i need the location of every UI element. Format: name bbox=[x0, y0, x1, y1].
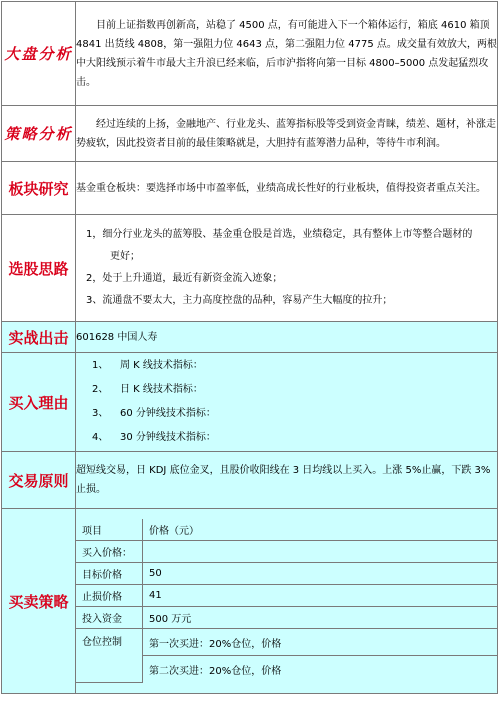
row-principle bbox=[2, 452, 498, 509]
cell-reason bbox=[76, 353, 498, 452]
trade-key: 项目 bbox=[76, 519, 143, 541]
trade-row bbox=[76, 585, 497, 607]
reason-text: 60 分钟线技术指标： bbox=[120, 408, 216, 419]
cell-strategy bbox=[76, 106, 498, 162]
market-text: 目前上证指数再创新高，站稳了 4500 点，有可能进入下一个箱体运行，箱底 4610 箱顶 4841 出货线 4808，第一强阻力位 4643 点，第二强阻力位 4775 点。成交量有效放大，两根中大阳线预示着牛市最大主升浪已经来临，后市沪指将向第一目标 4800–5000 点发起猛烈攻击。 bbox=[76, 19, 497, 88]
label-sector: 板块研究 bbox=[2, 162, 76, 215]
label-trade: 买卖策略 bbox=[2, 509, 76, 694]
row-combat bbox=[2, 322, 498, 353]
trade-value: 第一次买进：20%仓位，价格 bbox=[143, 629, 498, 656]
row-reason bbox=[2, 353, 498, 452]
row-selection bbox=[2, 215, 498, 322]
sector-text: 基金重仓板块：要选择市场中市盈率低，业绩高成长性好的行业板块，值得投资者重点关注。 bbox=[76, 182, 486, 194]
label-principle: 交易原则 bbox=[2, 452, 76, 509]
cell-market bbox=[76, 2, 498, 106]
analysis-sheet bbox=[1, 1, 498, 705]
trade-row bbox=[76, 607, 497, 629]
trade-row bbox=[76, 629, 497, 656]
row-sector bbox=[2, 162, 498, 215]
trade-key: 投入资金 bbox=[76, 607, 143, 629]
reason-item bbox=[76, 354, 497, 378]
selection-item: 更好； bbox=[110, 251, 140, 262]
cell-sector bbox=[76, 162, 498, 215]
reason-text: 30 分钟线技术指标： bbox=[120, 432, 216, 443]
reason-item bbox=[76, 402, 497, 426]
trade-value: 第二次买进：20%仓位，价格 bbox=[143, 656, 498, 683]
reason-text: 周 K 线技术指标： bbox=[120, 360, 203, 371]
trade-value: 价格（元） bbox=[143, 519, 498, 541]
reason-num: 3、 bbox=[92, 408, 109, 419]
trade-value bbox=[143, 541, 498, 563]
selection-item: 2，处于上升通道，最近有新资金流入迹象； bbox=[86, 273, 283, 284]
label-strategy: 策略分析 bbox=[2, 106, 76, 162]
label-market: 大盘分析 bbox=[2, 2, 76, 106]
trade-key: 买入价格： bbox=[76, 541, 143, 563]
trade-value: 500 万元 bbox=[143, 607, 498, 629]
cell-principle bbox=[76, 452, 498, 509]
combat-stock: 601628 中国人寿 bbox=[76, 331, 158, 343]
label-selection: 选股思路 bbox=[2, 215, 76, 322]
selection-item: 1，细分行业龙头的蓝筹股、基金重仓股是首选，业绩稳定，具有整体上市等整合题材的 bbox=[86, 229, 473, 240]
reason-num: 4、 bbox=[92, 432, 109, 443]
trade-key: 仓位控制 bbox=[76, 629, 143, 683]
trade-key: 目标价格 bbox=[76, 563, 143, 585]
reason-text: 日 K 线技术指标： bbox=[120, 384, 203, 395]
analysis-table bbox=[1, 1, 498, 694]
row-strategy bbox=[2, 106, 498, 162]
trade-key: 止损价格 bbox=[76, 585, 143, 607]
trade-row bbox=[76, 541, 497, 563]
trade-row bbox=[76, 563, 497, 585]
reason-num: 2、 bbox=[92, 384, 109, 395]
trade-value: 50 bbox=[143, 563, 498, 585]
cell-selection bbox=[76, 215, 498, 322]
row-market bbox=[2, 2, 498, 106]
cell-trade bbox=[76, 509, 498, 694]
strategy-text: 经过连续的上扬，金融地产、行业龙头、蓝筹指标股等受到资金青睐，绩差、题材，补涨走势疲软，因此投资者目前的最佳策略就是，大胆持有蓝筹潜力品种，等待牛市利润。 bbox=[76, 118, 496, 149]
principle-text: 超短线交易，日 KDJ 底位金叉，且股价收阳线在 3 日均线以上买入。上涨 5%止赢，下跌 3%止损。 bbox=[76, 465, 491, 495]
reason-num: 1、 bbox=[92, 360, 109, 371]
label-combat: 实战出击 bbox=[2, 322, 76, 353]
label-reason: 买入理由 bbox=[2, 353, 76, 452]
row-trade bbox=[2, 509, 498, 694]
trade-value: 41 bbox=[143, 585, 498, 607]
reason-item bbox=[76, 426, 497, 450]
reason-item bbox=[76, 378, 497, 402]
selection-item: 3、流通盘不要太大，主力高度控盘的品种，容易产生大幅度的拉升； bbox=[86, 295, 393, 306]
trade-table bbox=[76, 519, 497, 683]
cell-combat bbox=[76, 322, 498, 353]
trade-row bbox=[76, 519, 497, 541]
